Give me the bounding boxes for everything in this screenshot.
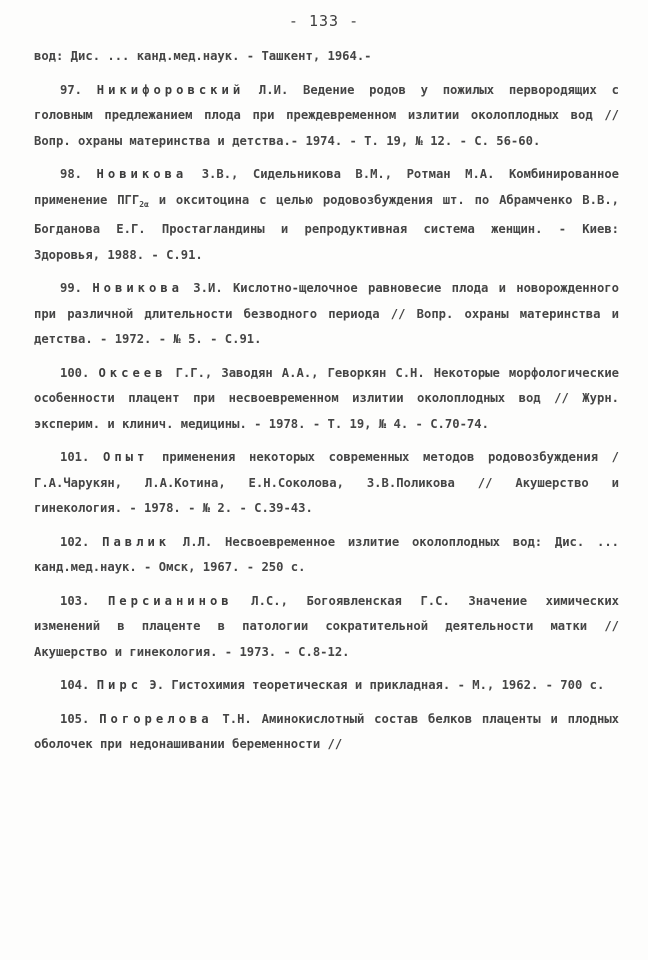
entry-text: Л.И. Ведение родов у пожилых первородящих с головным предлежанием плода при преждевременном излитии околоплодных вод // Вопр. охраны материнства и детства.- 1974. - Т. 19, № 12. - С. 56-60. (34, 82, 619, 148)
entry-number: 103. (60, 593, 90, 608)
entry-text: Э. Гистохимия теоретическая и прикладная. - М., 1962. - 700 с. (142, 678, 605, 692)
continuation-text: вод: Дис. ... канд.мед.наук. - Ташкент, 1964.- (34, 49, 372, 63)
entry-author: Погорелова (99, 711, 213, 726)
entry-author: Оксеев (98, 365, 167, 380)
entry-text: Т.Н. Аминокислотный состав белков плаценты и плодных оболочек при недонашивании беременности // (34, 711, 619, 751)
entry-text: Л.Л. Несвоевременное излитие околоплодных вод: Дис. ... канд.мед.наук. - Омск, 1967. - 250 с. (34, 534, 619, 574)
entry-author: Пирс (96, 678, 143, 692)
bibliography-entry-102 (34, 530, 619, 581)
bibliography-entry-103 (34, 589, 619, 666)
entry-number: 102. (60, 534, 90, 549)
entry-text: З.В., Сидельникова В.М., Ротман М.А. Комбинированное применение ПГГ (34, 167, 620, 207)
entry-author: Новикова (96, 167, 188, 181)
entry-number: 98. (60, 167, 83, 181)
entry-number: 99. (60, 281, 83, 295)
bibliography-entry-101 (34, 445, 619, 522)
entry-text: З.И. Кислотно-щелочное равновесие плода и новорожденного при различной длительности безводного периода // Вопр. охраны материнства и детства. - 1972. - № 5. - С.91. (34, 281, 619, 346)
entry-number: 101. (60, 450, 90, 464)
entry-author: Опыт (103, 450, 149, 464)
entry-text: Л.С., Богоявленская Г.С. Значение химических изменений в плаценте в патологии сократительной деятельности матки // Акушерство и гинекология. - 1973. - С.8-12. (34, 593, 620, 659)
bibliography-entry-99 (34, 276, 619, 353)
entry-author: Павлик (102, 534, 171, 549)
bibliography-list (34, 44, 619, 766)
entry-number: 105. (60, 711, 90, 726)
entry-subscript: 2α (139, 199, 149, 209)
entry-number: 100. (60, 365, 90, 380)
page-number: - 133 - (288, 12, 360, 30)
entry-author: Новикова (92, 281, 184, 295)
entry-number: 104. (60, 678, 90, 692)
bibliography-entry-104 (34, 673, 619, 699)
entry-text-continued: и окситоцина с целью родовозбуждения шт. по Абрамченко В.В., Богданова Е.Г. Простагландины и репродуктивная система женщин. - Киев: Здоровья, 1988. - С.91. (34, 192, 619, 262)
entry-number: 97. (60, 82, 83, 97)
bibliography-entry-98 (34, 162, 619, 268)
bibliography-entry-105 (34, 707, 619, 758)
bibliography-entry-100 (34, 361, 619, 438)
entry-text: Г.Г., Заводян А.А., Геворкян С.Н. Некоторые морфологические особенности плацент при несвоевременном излитии околоплодных вод // Журн. эксперим. и клинич. медицины. - 1978. - Т. 19, № 4. - С.70-74. (34, 365, 619, 431)
entry-text: применения некоторых современных методов родовозбуждения / Г.А.Чарукян, Л.А.Котина, Е.Н.Соколова, З.В.Поликова // Акушерство и гинекология. - 1978. - № 2. - С.39-43. (34, 450, 619, 515)
bibliography-entry-97 (34, 78, 619, 155)
entry-author: Персианинов (107, 593, 233, 608)
bibliography-continuation (34, 44, 619, 70)
entry-author: Никифоровский (96, 82, 245, 97)
